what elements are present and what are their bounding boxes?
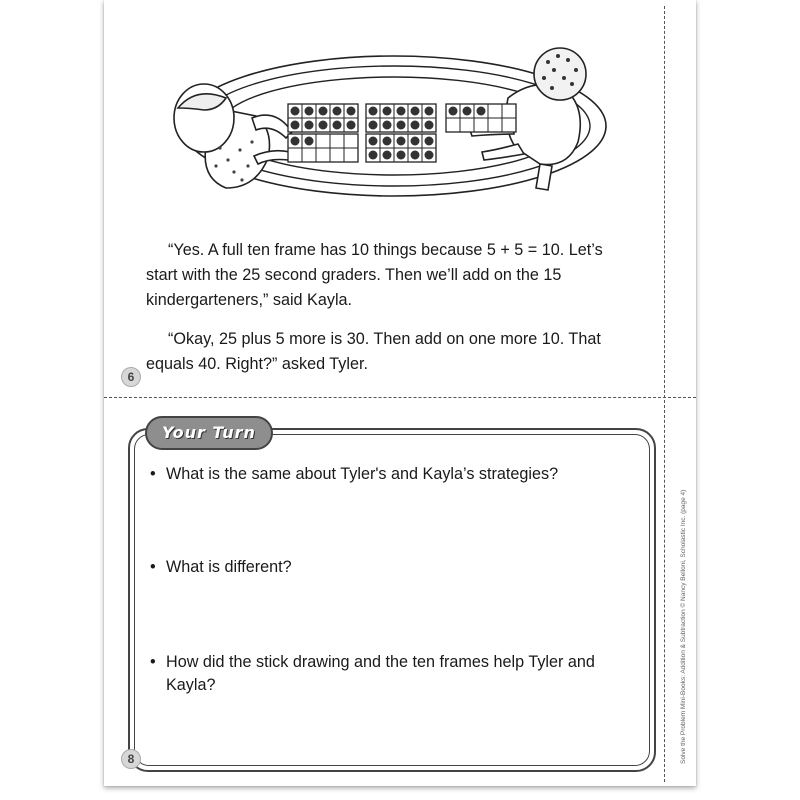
page-number-bottom: 8: [121, 749, 141, 769]
bullet: •: [150, 558, 156, 576]
question-1: [150, 463, 620, 486]
bullet: •: [150, 465, 156, 483]
copyright-credit: Solve the Problem Mini-Books: Addition & Subtraction © Nancy Belloni, Scholastic Inc. (page 4): [680, 489, 687, 764]
kayla-figure: [174, 84, 292, 188]
your-turn-tab: [145, 416, 273, 450]
story-text: [146, 238, 636, 391]
question-1-text: What is the same about Tyler's and Kayla’s strategies?: [166, 465, 559, 483]
page-number-top: 6: [121, 367, 141, 387]
cut-line: [664, 6, 665, 782]
question-2: [150, 556, 620, 579]
ten-frames-left: [288, 104, 358, 162]
story-paragraph-2: “Okay, 25 plus 5 more is 30. Then add on one more 10. That equals 40. Right?” asked Tyler.: [146, 330, 601, 373]
story-paragraph-1: “Yes. A full ten frame has 10 things because 5 + 5 = 10. Let’s start with the 25 second graders. Then we’ll add on the 15 kindergarteners,” said Kayla.: [146, 241, 603, 309]
question-3: [150, 651, 620, 697]
bullet: •: [150, 653, 156, 671]
your-turn-title: Your Turn: [162, 423, 256, 442]
question-3-text: How did the stick drawing and the ten frames help Tyler and Kayla?: [166, 653, 595, 694]
question-2-text: What is different?: [166, 558, 292, 576]
illustration-children-ten-frames: [156, 38, 616, 208]
fold-line: [104, 397, 696, 398]
